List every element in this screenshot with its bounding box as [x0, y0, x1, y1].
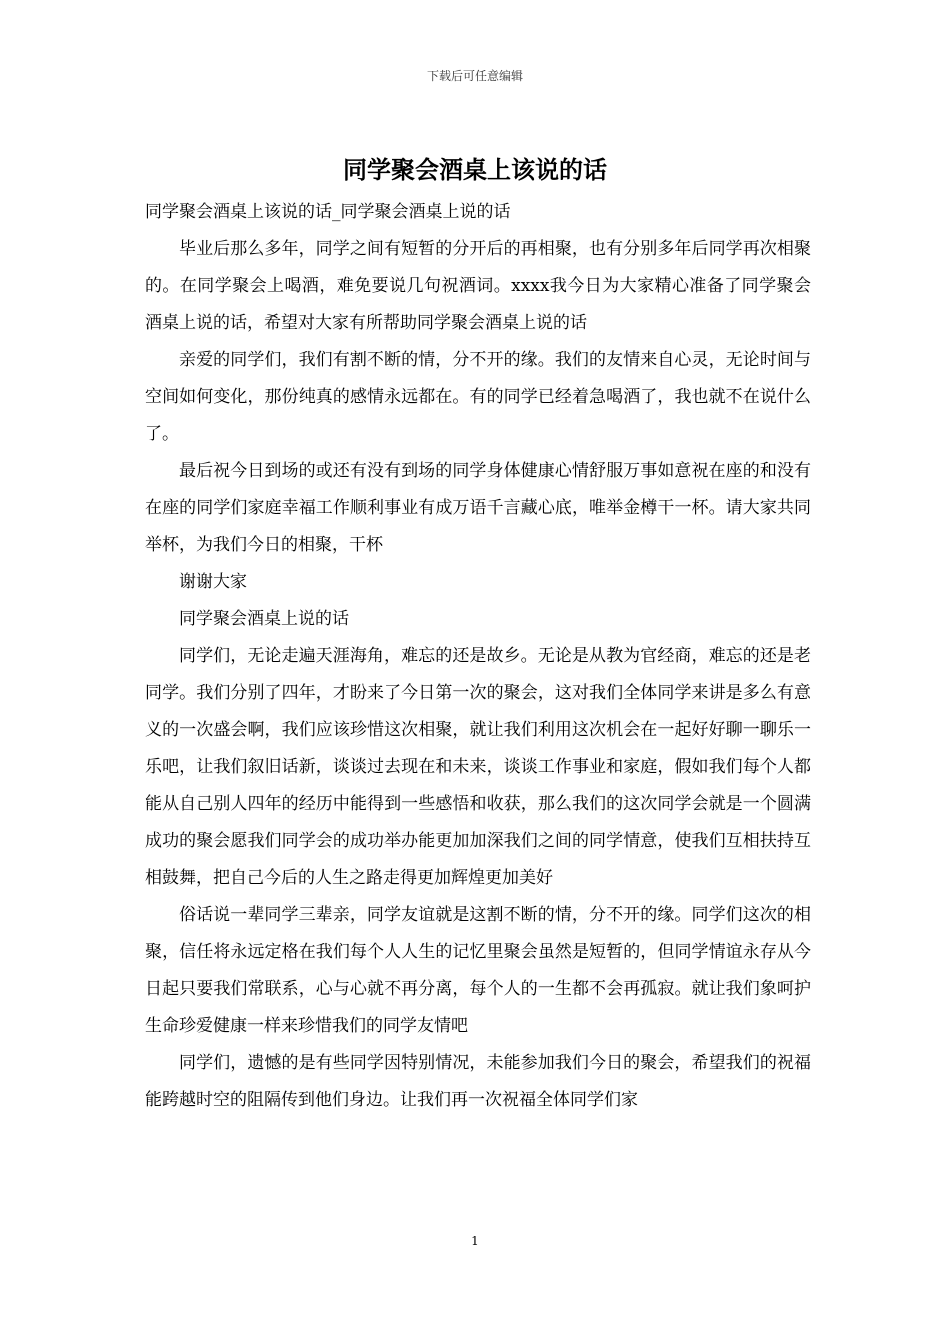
- document-body: [145, 194, 811, 1119]
- paragraph-intro: 毕业后那么多年，同学之间有短暂的分开后的再相聚，也有分别多年后同学再次相聚的。在同学聚会上喝酒，难免要说几句祝酒词。xxxx我今日为大家精心准备了同学聚会酒桌上说的话，希望对大家有所帮助同学聚会酒桌上说的话: [145, 239, 811, 333]
- paragraph-absent: 同学们，遗憾的是有些同学因特别情况，未能参加我们今日的聚会，希望我们的祝福能跨越时空的阻隔传到他们身边。让我们再一次祝福全体同学们家: [145, 1053, 811, 1110]
- paragraph-thanks: 谢谢大家: [179, 572, 247, 592]
- document-title: 同学聚会酒桌上该说的话: [343, 155, 607, 184]
- paragraph-reunion: 同学们，无论走遍天涯海角，难忘的还是故乡。无论是从教为官经商，难忘的还是老同学。我们分别了四年，才盼来了今日第一次的聚会，这对我们全体同学来讲是多么有意义的一次盛会啊，我们应该珍惜这次相聚，就让我们利用这次机会在一起好好聊一聊乐一乐吧，让我们叙旧话新，谈谈过去现在和未来，谈谈工作事业和家庭，假如我们每个人都能从自己别人四年的经历中能得到一些感悟和收获，那么我们的这次同学会就是一个圆满成功的聚会愿我们同学会的成功举办能更加加深我们之间的同学情意，使我们互相扶持互相鼓舞，把自己今后的人生之路走得更加辉煌更加美好: [145, 646, 811, 888]
- paragraph-toast: 最后祝今日到场的或还有没有到场的同学身体健康心情舒服万事如意祝在座的和没有在座的同学们家庭幸福工作顺利事业有成万语千言藏心底，唯举金樽干一杯。请大家共同举杯，为我们今日的相聚，干杯: [145, 461, 811, 555]
- header-note: 下载后可任意编辑: [426, 69, 523, 83]
- paragraph-proverb: 俗话说一辈同学三辈亲，同学友谊就是这割不断的情，分不开的缘。同学们这次的相聚，信任将永远定格在我们每个人人生的记忆里聚会虽然是短暂的，但同学情谊永存从今日起只要我们常联系，心与心就不再分离，每个人的一生都不会再孤寂。就让我们象呵护生命珍爱健康一样来珍惜我们的同学友情吧: [145, 905, 811, 1036]
- page-number: 1: [471, 1234, 479, 1248]
- subtitle-paragraph: 同学聚会酒桌上该说的话_同学聚会酒桌上说的话: [145, 202, 511, 222]
- paragraph-friendship: 亲爱的同学们，我们有割不断的情，分不开的缘。我们的友情来自心灵，无论时间与空间如何变化，那份纯真的感情永远都在。有的同学已经着急喝酒了，我也就不在说什么了。: [145, 350, 811, 444]
- section-heading: 同学聚会酒桌上说的话: [179, 609, 349, 629]
